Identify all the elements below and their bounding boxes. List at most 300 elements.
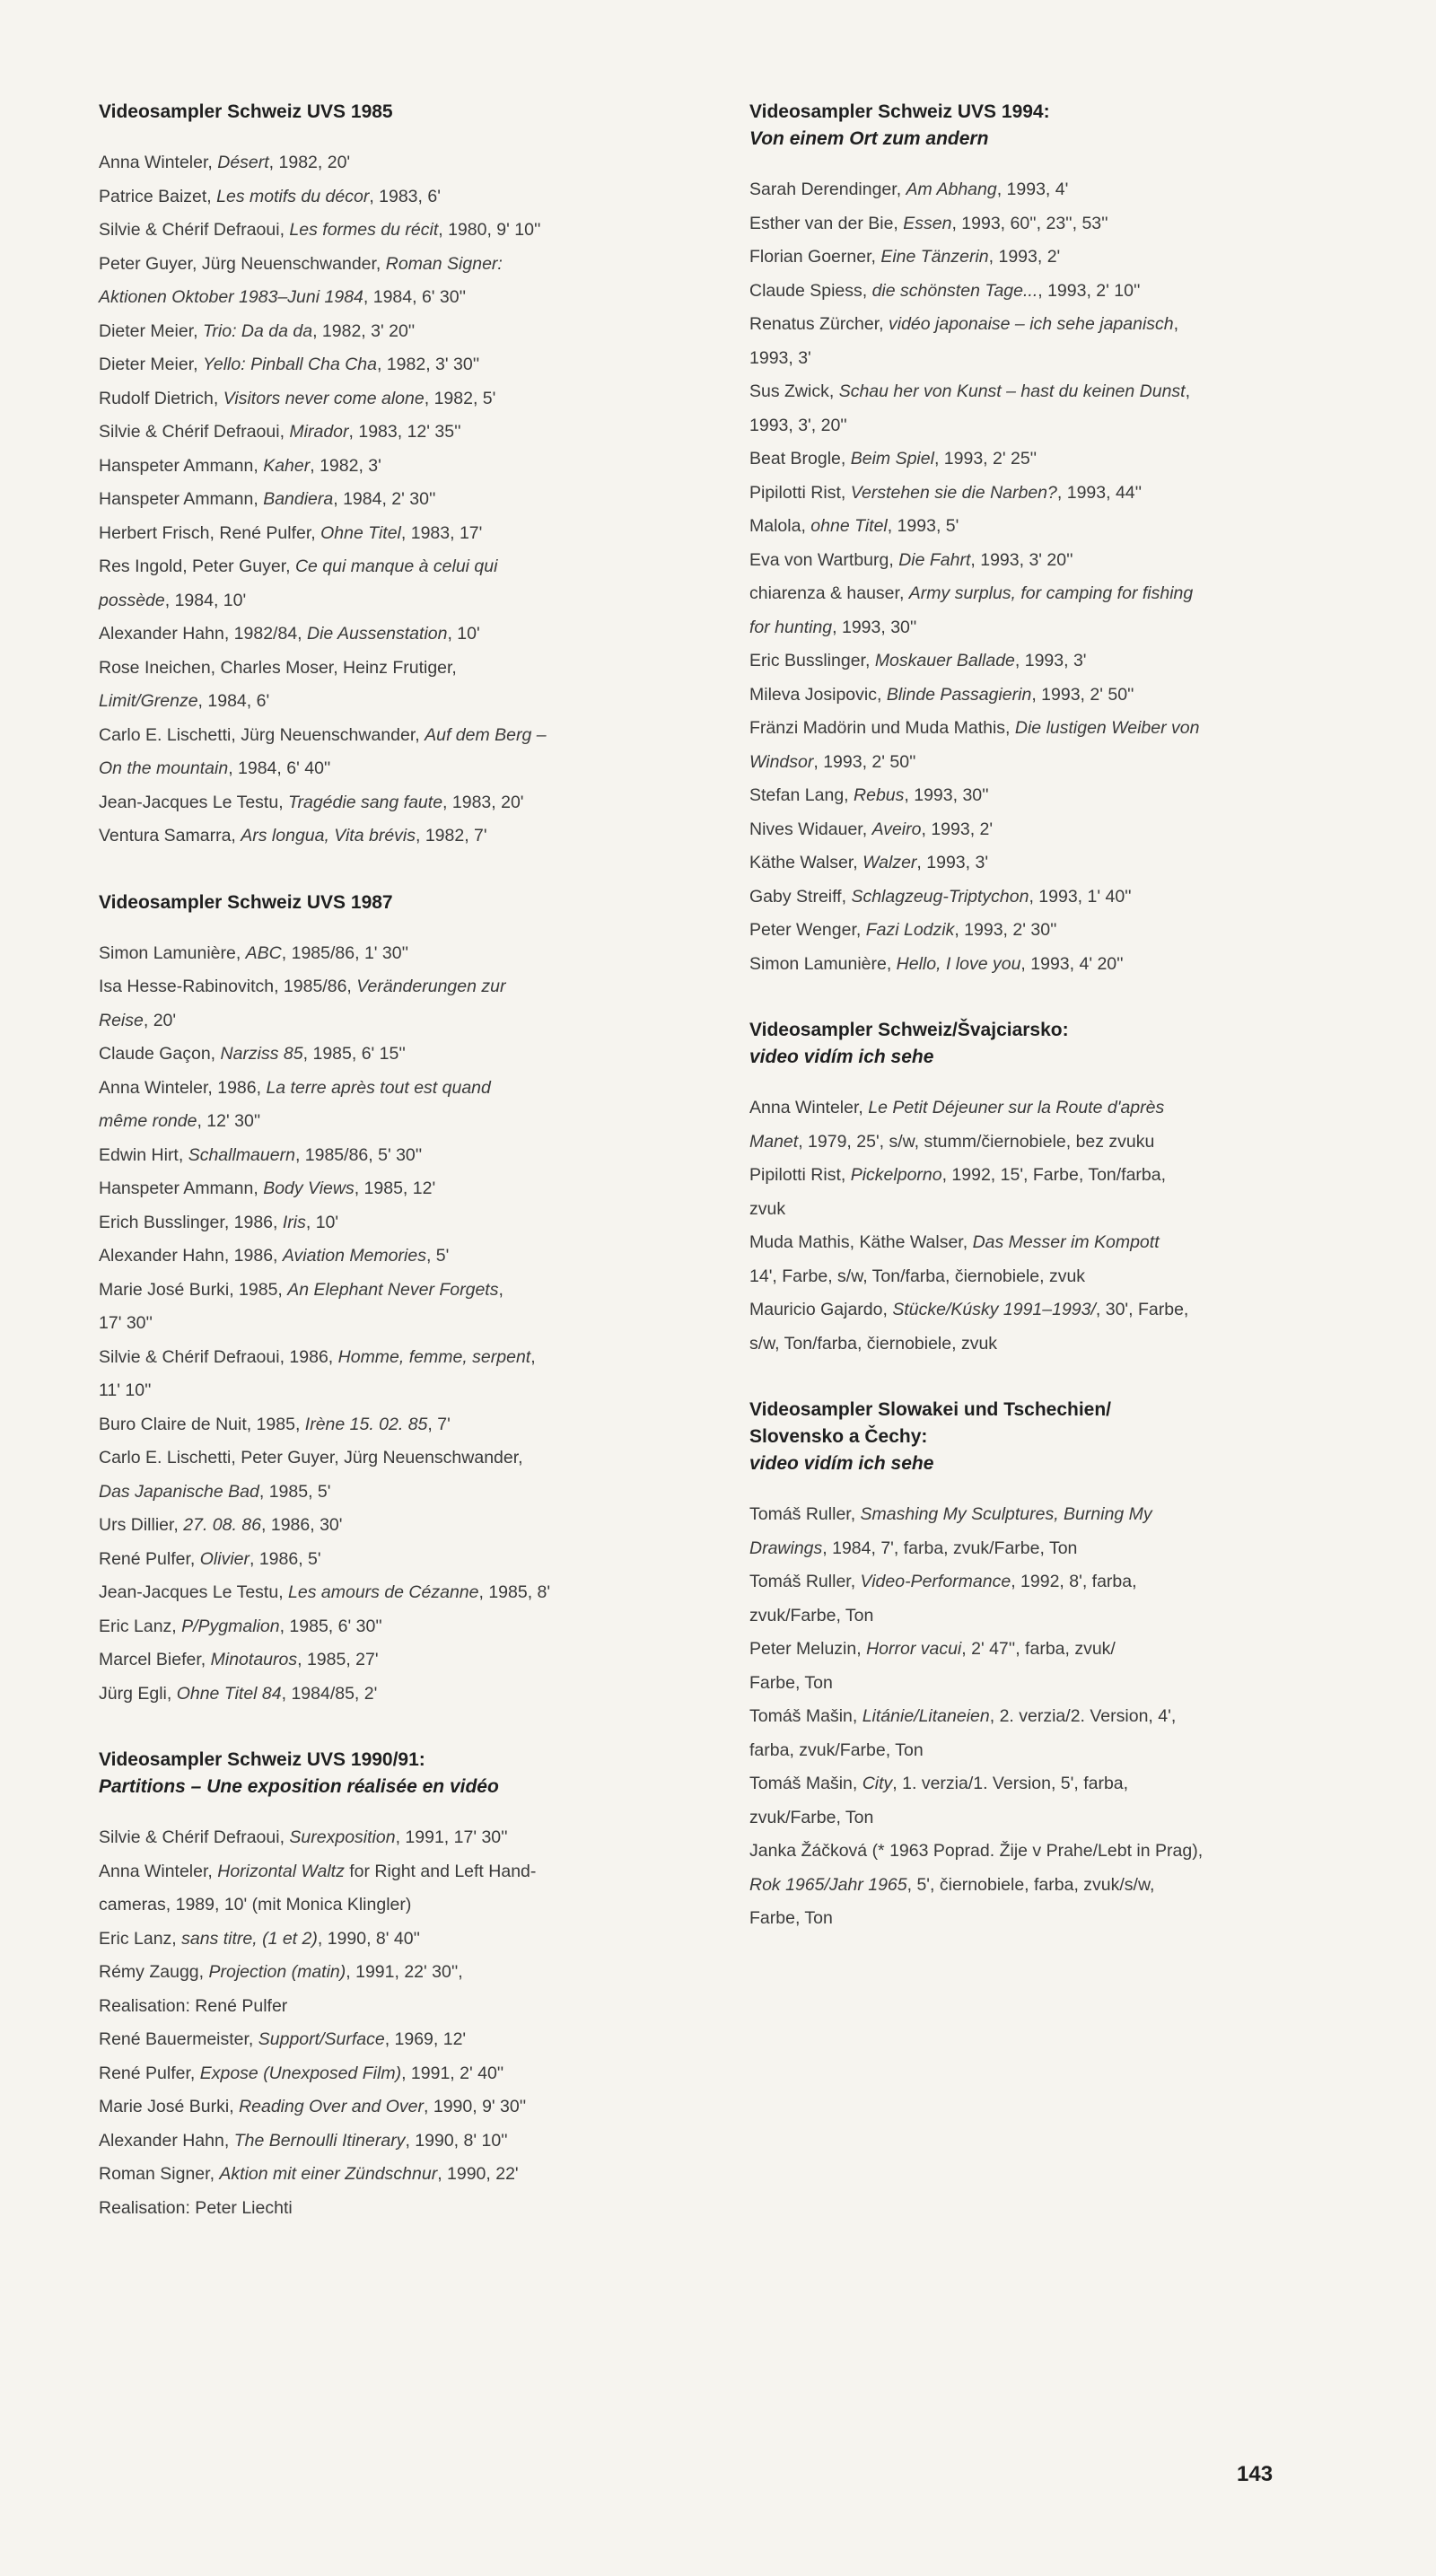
entry-line bbox=[99, 146, 709, 180]
entry-line bbox=[749, 577, 1369, 611]
entry-text: , 1993, 30'' bbox=[904, 785, 989, 805]
section-header bbox=[99, 889, 709, 916]
entry-text: , 1. verzia/1. Version, 5', farba, bbox=[892, 1774, 1129, 1793]
work-title: La terre après tout est quand bbox=[266, 1077, 491, 1098]
work-title: Les amours de Cézanne bbox=[288, 1582, 479, 1602]
entry-line bbox=[749, 1260, 1369, 1294]
work-title: Die lustigen Weiber von bbox=[1014, 718, 1200, 738]
section-header bbox=[99, 99, 709, 126]
entry-text: Muda Mathis, Käthe Walser, bbox=[749, 1232, 973, 1252]
entry-line bbox=[99, 2125, 709, 2159]
entry-line bbox=[749, 1801, 1369, 1836]
entry-text: Alexander Hahn, 1982/84, bbox=[99, 624, 308, 644]
entry-text: 14', Farbe, s/w, Ton/farba, čiernobiele, zvuk bbox=[749, 1266, 1086, 1286]
section-header bbox=[749, 99, 1369, 153]
entry-text: , 1983, 6' bbox=[369, 186, 441, 206]
entry-text: Anna Winteler, bbox=[99, 1861, 218, 1881]
entry-text: Eric Busslinger, bbox=[749, 651, 875, 670]
entry-text: , 1990, 8' 10'' bbox=[405, 2130, 508, 2151]
entry-text: , 1985/86, 1' 30'' bbox=[281, 942, 409, 963]
entry-text: Dieter Meier, bbox=[99, 355, 203, 374]
entry-line bbox=[99, 1307, 709, 1341]
work-title: Bandiera bbox=[263, 489, 334, 509]
right-column bbox=[749, 99, 1369, 1972]
work-title: Schau her von Kunst – hast du keinen Dunst bbox=[838, 381, 1186, 401]
work-title: Stücke/Kúsky 1991–1993/ bbox=[892, 1300, 1096, 1319]
entry-line bbox=[99, 1341, 709, 1375]
entry-line bbox=[99, 1855, 709, 1889]
entry-line bbox=[99, 180, 709, 215]
entry-text: Buro Claire de Nuit, 1985, bbox=[99, 1414, 305, 1434]
entry-text: , 1985, 12' bbox=[354, 1178, 436, 1198]
entry-line bbox=[99, 1610, 709, 1644]
entry-text: , 30', Farbe, bbox=[1095, 1300, 1189, 1319]
entry-text: Tomáš Ruller, bbox=[749, 1572, 861, 1591]
entry-text: Eric Lanz, bbox=[99, 1928, 182, 1949]
work-title: Das Japanische Bad bbox=[99, 1481, 259, 1502]
entry-text: Pipilotti Rist, bbox=[749, 482, 851, 503]
work-title: Iris bbox=[282, 1212, 306, 1232]
work-title: Walzer bbox=[862, 853, 917, 872]
entry-line bbox=[99, 2090, 709, 2125]
section-subtitle: Von einem Ort zum andern bbox=[749, 128, 989, 149]
work-title: An Elephant Never Forgets bbox=[287, 1279, 499, 1300]
entry-line bbox=[749, 1767, 1369, 1801]
work-title: Am Abhang bbox=[906, 180, 997, 199]
entry-line bbox=[99, 1888, 709, 1923]
section-header bbox=[749, 1397, 1369, 1477]
entry-line bbox=[99, 315, 709, 349]
entry-line bbox=[749, 1902, 1369, 1936]
work-title: City bbox=[862, 1774, 893, 1793]
entry-line bbox=[99, 937, 709, 971]
section-heading: Videosampler Schweiz UVS 1987 bbox=[99, 891, 393, 913]
entry-line bbox=[749, 442, 1369, 477]
entry-text: , 1993, 30'' bbox=[832, 617, 917, 637]
work-title: ABC bbox=[245, 942, 282, 963]
entry-line bbox=[749, 1126, 1369, 1160]
work-title: The Bernoulli Itinerary bbox=[233, 2130, 406, 2151]
work-title: Army surplus, for camping for fishing bbox=[908, 583, 1194, 603]
entry-text: Farbe, Ton bbox=[749, 1908, 833, 1928]
entry-line bbox=[99, 248, 709, 282]
entry-line bbox=[99, 1206, 709, 1240]
program-section bbox=[749, 99, 1369, 981]
entry-text: , 1993, 2' 30'' bbox=[954, 920, 1057, 940]
entry-text: zvuk/Farbe, Ton bbox=[749, 1605, 874, 1625]
work-title: Le Petit Déjeuner sur la Route d'après bbox=[868, 1098, 1165, 1117]
entry-text: , 1993, 2' 50'' bbox=[1031, 684, 1134, 705]
section-subtitle: video vidím ich sehe bbox=[749, 1453, 934, 1474]
entry-text: Marie José Burki, 1985, bbox=[99, 1279, 288, 1300]
entry-text: Stefan Lang, bbox=[749, 785, 854, 805]
work-title: 27. 08. 86 bbox=[183, 1515, 262, 1535]
entry-text: Beat Brogle, bbox=[749, 449, 851, 469]
entry-text: Rémy Zaugg, bbox=[99, 1962, 209, 1982]
work-title: Verstehen sie die Narben? bbox=[850, 482, 1057, 503]
program-section bbox=[749, 1017, 1369, 1361]
entry-line bbox=[749, 779, 1369, 813]
entry-line bbox=[749, 712, 1369, 746]
work-title: Drawings bbox=[749, 1538, 823, 1558]
entry-text: Realisation: Peter Liechti bbox=[99, 2197, 293, 2218]
work-title: Limit/Grenze bbox=[99, 691, 198, 711]
entry-line bbox=[99, 1576, 709, 1610]
entry-text: s/w, Ton/farba, čiernobiele, zvuk bbox=[749, 1333, 998, 1354]
entry-line bbox=[749, 846, 1369, 881]
work-title: Schlagzeug-Triptychon bbox=[851, 886, 1029, 907]
entry-line bbox=[749, 1835, 1369, 1869]
entry-text: , 1984, 6' bbox=[197, 691, 270, 711]
entry-text: , 2' 47'', farba, zvuk/ bbox=[961, 1639, 1116, 1659]
work-title: Essen bbox=[903, 213, 952, 233]
entry-line bbox=[99, 1923, 709, 1957]
entry-text: Florian Goerner, bbox=[749, 247, 881, 267]
entry-text: Claude Spiess, bbox=[749, 280, 872, 301]
program-section bbox=[749, 1397, 1369, 1936]
entry-line bbox=[749, 1599, 1369, 1634]
entry-text: Alexander Hahn, 1986, bbox=[99, 1246, 283, 1266]
entry-text: Eva von Wartburg, bbox=[749, 549, 899, 570]
entry-text: Tomáš Mašin, bbox=[749, 1706, 862, 1726]
work-title: Video-Performance bbox=[860, 1572, 1011, 1591]
entry-line bbox=[749, 207, 1369, 241]
entry-text: Hanspeter Ammann, bbox=[99, 1178, 264, 1198]
entry-text: , 1980, 9' 10'' bbox=[438, 220, 541, 240]
entry-text: , 1984, 6' 40'' bbox=[228, 758, 331, 778]
entry-text: Rudolf Dietrich, bbox=[99, 388, 223, 408]
entry-text: Malola, bbox=[749, 516, 811, 536]
entry-text: Urs Dillier, bbox=[99, 1515, 184, 1535]
entry-text: Marie José Burki, bbox=[99, 2097, 240, 2116]
entry-text: Eric Lanz, bbox=[99, 1616, 182, 1636]
entry-text: , 1986, 5' bbox=[250, 1548, 321, 1569]
entry-line bbox=[749, 1734, 1369, 1768]
entry-text: Peter Meluzin, bbox=[749, 1639, 867, 1659]
entry-text: , 1993, 44'' bbox=[1056, 482, 1143, 503]
work-title: Kaher bbox=[263, 455, 311, 476]
entry-text: Ventura Samarra, bbox=[99, 826, 241, 846]
section-heading: Videosampler Schweiz UVS 1985 bbox=[99, 101, 393, 122]
entry-line bbox=[99, 2023, 709, 2057]
entry-text: , 1985, 5' bbox=[258, 1481, 331, 1502]
entry-text: , 1993, 2' bbox=[988, 247, 1061, 267]
entry-text: 11' 10'' bbox=[99, 1380, 152, 1400]
entry-line bbox=[99, 752, 709, 786]
entry-line bbox=[99, 2192, 709, 2226]
entry-text: Anna Winteler, 1986, bbox=[99, 1077, 267, 1098]
entry-line bbox=[99, 1956, 709, 1990]
entry-line bbox=[99, 2158, 709, 2192]
entry-line bbox=[749, 173, 1369, 207]
work-title: Aktion mit einer Zündschnur bbox=[219, 2164, 438, 2184]
work-title: Reading Over and Over bbox=[239, 2097, 425, 2116]
entry-text: Nives Widauer, bbox=[749, 819, 872, 839]
entry-text: Edwin Hirt, bbox=[99, 1144, 188, 1165]
entry-text: , 20' bbox=[143, 1010, 177, 1030]
entry-text: René Pulfer, bbox=[99, 1548, 200, 1569]
entry-text: , 1984, 2' 30'' bbox=[333, 489, 436, 509]
entry-text: , 1992, 8', farba, bbox=[1011, 1572, 1137, 1591]
entry-line bbox=[749, 1193, 1369, 1227]
section-heading: Videosampler Slowakei und Tschechien/ bbox=[749, 1399, 1112, 1420]
entry-line bbox=[99, 618, 709, 652]
entry-line bbox=[99, 1172, 709, 1206]
work-title: Aktionen Oktober 1983–Juni 1984 bbox=[99, 287, 363, 307]
entry-text: Esther van der Bie, bbox=[749, 213, 904, 233]
entry-text: Fränzi Madörin und Muda Mathis, bbox=[749, 718, 1015, 738]
entry-text: Silvie & Chérif Defraoui, bbox=[99, 1827, 290, 1847]
entry-line bbox=[99, 819, 709, 854]
entry-text: , 10' bbox=[447, 624, 480, 644]
entry-text: Carlo E. Lischetti, Jürg Neuenschwander, bbox=[99, 724, 425, 745]
work-title: Die Fahrt bbox=[898, 549, 971, 570]
work-title: Das Messer im Kompott bbox=[972, 1232, 1160, 1252]
entry-text: , 1993, 1' 40'' bbox=[1029, 886, 1132, 907]
work-title: Mirador bbox=[289, 422, 349, 442]
work-title: Support/Surface bbox=[258, 2029, 385, 2049]
work-title: Ars longua, Vita brévis bbox=[241, 826, 416, 846]
entry-line bbox=[749, 948, 1369, 982]
entry-line bbox=[749, 1498, 1369, 1532]
entry-text: Silvie & Chérif Defraoui, bbox=[99, 422, 290, 442]
entry-line bbox=[99, 652, 709, 686]
entry-text: Anna Winteler, bbox=[99, 153, 218, 172]
entry-line bbox=[99, 1004, 709, 1038]
work-title: Eine Tänzerin bbox=[880, 247, 989, 267]
entry-line bbox=[749, 241, 1369, 275]
entry-text: , 1982, 3' 20'' bbox=[312, 320, 416, 341]
entry-text: 1993, 3', 20'' bbox=[749, 415, 847, 435]
program-section bbox=[99, 889, 709, 1712]
entry-line bbox=[749, 914, 1369, 948]
entry-text: Dieter Meier, bbox=[99, 320, 203, 341]
section-heading: Videosampler Schweiz UVS 1994: bbox=[749, 101, 1050, 122]
entry-text: , 1982, 3' 30'' bbox=[377, 355, 480, 374]
work-title: Narziss 85 bbox=[220, 1044, 303, 1064]
entry-text: Anna Winteler, bbox=[749, 1098, 869, 1117]
entry-text: Rose Ineichen, Charles Moser, Heinz Frutiger, bbox=[99, 657, 457, 678]
entry-text: Isa Hesse-Rabinovitch, 1985/86, bbox=[99, 977, 357, 996]
entry-text: Silvie & Chérif Defraoui, 1986, bbox=[99, 1346, 338, 1367]
entry-text: Realisation: René Pulfer bbox=[99, 1995, 288, 2016]
entry-text: , 10' bbox=[305, 1212, 339, 1232]
work-title: Projection (matin) bbox=[208, 1962, 346, 1982]
entry-text: Käthe Walser, bbox=[749, 853, 863, 872]
entry-text: Hanspeter Ammann, bbox=[99, 455, 264, 476]
entry-text: Silvie & Chérif Defraoui, bbox=[99, 220, 290, 240]
entry-text: , 1984, 7', farba, zvuk/Farbe, Ton bbox=[822, 1538, 1078, 1558]
entry-text: , 1993, 4' bbox=[996, 180, 1069, 199]
entry-line bbox=[99, 1643, 709, 1678]
entry-text: , 1993, 4' 20'' bbox=[1020, 953, 1124, 974]
entry-text: , 1984/85, 2' bbox=[281, 1683, 378, 1704]
entry-line bbox=[749, 1667, 1369, 1701]
entry-text: Sarah Derendinger, bbox=[749, 180, 906, 199]
work-title: Ce qui manque à celui qui bbox=[294, 556, 498, 576]
entry-text: Mauricio Gajardo, bbox=[749, 1300, 893, 1319]
entry-line bbox=[749, 1293, 1369, 1327]
entry-line bbox=[99, 1821, 709, 1855]
work-title: Ohne Titel 84 bbox=[176, 1683, 282, 1704]
entry-text: , 1982, 3' bbox=[310, 455, 381, 476]
entry-line bbox=[749, 881, 1369, 915]
work-title: Homme, femme, serpent bbox=[337, 1346, 531, 1367]
entry-line bbox=[99, 281, 709, 315]
entry-text: , bbox=[530, 1346, 536, 1367]
work-title: Rok 1965/Jahr 1965 bbox=[749, 1874, 907, 1895]
entry-text: farba, zvuk/Farbe, Ton bbox=[749, 1739, 924, 1760]
entry-line bbox=[99, 348, 709, 382]
work-title: Reise bbox=[99, 1010, 144, 1030]
entry-text: Alexander Hahn, bbox=[99, 2130, 234, 2151]
section-subtitle: video vidím ich sehe bbox=[749, 1047, 934, 1067]
entry-text: , 5' bbox=[425, 1246, 450, 1266]
entry-line bbox=[99, 685, 709, 719]
work-title: Minotauros bbox=[210, 1650, 298, 1669]
entry-text: Peter Guyer, Jürg Neuenschwander, bbox=[99, 253, 386, 274]
entry-line bbox=[99, 517, 709, 551]
work-title: Blinde Passagierin bbox=[886, 684, 1032, 705]
entry-line bbox=[99, 1509, 709, 1543]
entry-line bbox=[749, 342, 1369, 376]
work-title: Fazi Lodzik bbox=[865, 920, 955, 940]
entry-text: , bbox=[1185, 381, 1191, 401]
work-title: Veränderungen zur bbox=[356, 977, 506, 996]
entry-text: Erich Busslinger, 1986, bbox=[99, 1212, 283, 1232]
work-title: Horizontal Waltz bbox=[217, 1861, 345, 1881]
entry-line bbox=[99, 382, 709, 416]
work-title: Expose (Unexposed Film) bbox=[199, 2063, 402, 2083]
entry-text: 1993, 3' bbox=[749, 347, 811, 368]
work-title: Auf dem Berg – bbox=[425, 724, 547, 745]
work-title: Les motifs du décor bbox=[216, 186, 370, 206]
entry-line bbox=[749, 544, 1369, 578]
work-title: ohne Titel bbox=[810, 516, 888, 536]
work-title: Trio: Da da da bbox=[202, 320, 313, 341]
entry-text: , 2. verzia/2. Version, 4', bbox=[989, 1706, 1177, 1726]
entry-line bbox=[749, 1091, 1369, 1126]
entry-line bbox=[749, 1159, 1369, 1193]
entry-line bbox=[99, 1072, 709, 1106]
section-heading: Videosampler Schweiz UVS 1990/91: bbox=[99, 1749, 425, 1770]
work-title: même ronde bbox=[99, 1111, 197, 1131]
entry-line bbox=[749, 477, 1369, 511]
work-title: Beim Spiel bbox=[850, 449, 934, 469]
entry-text: Jean-Jacques Le Testu, bbox=[99, 1582, 289, 1602]
entry-line bbox=[99, 416, 709, 450]
left-column bbox=[99, 99, 709, 2261]
entry-text: , 1985, 6' 15'' bbox=[302, 1044, 406, 1064]
entry-text: , 1993, 5' bbox=[887, 516, 959, 536]
work-title: P/Pygmalion bbox=[181, 1616, 280, 1636]
entry-text: , 1993, 2' 25'' bbox=[933, 449, 1038, 469]
entry-line bbox=[99, 1105, 709, 1139]
entry-text: , 1985, 27' bbox=[297, 1650, 379, 1669]
entry-text: Marcel Biefer, bbox=[99, 1650, 211, 1669]
entry-line bbox=[99, 1038, 709, 1072]
work-title: Pickelporno bbox=[850, 1165, 942, 1185]
work-title: Body Views bbox=[263, 1178, 355, 1198]
entry-text: , 1993, 3' 20'' bbox=[970, 549, 1073, 570]
entry-text: , 1993, 3' bbox=[1014, 651, 1087, 670]
entry-line bbox=[749, 1633, 1369, 1667]
work-title: Manet bbox=[749, 1131, 799, 1152]
work-title: Olivier bbox=[199, 1548, 250, 1569]
program-section bbox=[99, 1747, 709, 2225]
entry-text: Janka Žáčková (* 1963 Poprad. Žije v Prahe/Lebt in Prag), bbox=[749, 1841, 1204, 1861]
entry-text: , 1982, 20' bbox=[268, 153, 351, 172]
program-section bbox=[99, 99, 709, 854]
entry-text: cameras, 1989, 10' (mit Monica Klingler) bbox=[99, 1895, 412, 1914]
work-title: Rebus bbox=[854, 785, 905, 805]
entry-text: Patrice Baizet, bbox=[99, 186, 217, 206]
entry-line bbox=[99, 584, 709, 618]
work-title: Roman Signer: bbox=[385, 253, 503, 274]
entry-line bbox=[99, 2057, 709, 2091]
entry-text: Tomáš Mašin, bbox=[749, 1774, 862, 1793]
entry-line bbox=[99, 1678, 709, 1712]
entry-text: Sus Zwick, bbox=[749, 381, 839, 401]
entry-text: , bbox=[498, 1279, 503, 1300]
entry-line bbox=[99, 550, 709, 584]
entry-text: Pipilotti Rist, bbox=[749, 1165, 851, 1185]
entry-text: , 1983, 17' bbox=[400, 522, 483, 543]
entry-line bbox=[749, 611, 1369, 645]
work-title: Moskauer Ballade bbox=[874, 651, 1015, 670]
entry-text: , 1983, 20' bbox=[442, 792, 524, 812]
section-heading-continued: Slovensko a Čechy: bbox=[749, 1426, 928, 1447]
entry-text: Jürg Egli, bbox=[99, 1683, 177, 1704]
entry-line bbox=[749, 375, 1369, 409]
entry-line bbox=[749, 409, 1369, 443]
work-title: die schönsten Tage... bbox=[871, 280, 1038, 301]
work-title: Yello: Pinball Cha Cha bbox=[202, 355, 377, 374]
entry-text: , 1984, 10' bbox=[164, 590, 247, 610]
entry-text: Carlo E. Lischetti, Peter Guyer, Jürg Neuenschwander, bbox=[99, 1448, 523, 1468]
entry-line bbox=[749, 1565, 1369, 1599]
section-header bbox=[749, 1017, 1369, 1071]
entry-line bbox=[99, 483, 709, 517]
entry-line bbox=[99, 1408, 709, 1442]
entry-line bbox=[99, 1476, 709, 1510]
entry-text: , 1991, 22' 30'', bbox=[346, 1962, 463, 1982]
work-title: sans titre, (1 et 2) bbox=[181, 1928, 318, 1949]
entry-line bbox=[749, 308, 1369, 342]
work-title: Tragédie sang faute bbox=[288, 792, 443, 812]
work-title: Hello, I love you bbox=[896, 953, 1021, 974]
entry-line bbox=[99, 719, 709, 753]
entry-text: for Right and Left Hand- bbox=[344, 1861, 537, 1881]
entry-line bbox=[749, 679, 1369, 713]
entry-text: Gaby Streiff, bbox=[749, 886, 852, 907]
work-title: vidéo japonaise – ich sehe japanisch bbox=[889, 314, 1174, 334]
page-number: 143 bbox=[1237, 2462, 1274, 2486]
entry-line bbox=[99, 1374, 709, 1408]
entry-text: chiarenza & hauser, bbox=[749, 583, 909, 603]
entry-text: zvuk bbox=[749, 1198, 786, 1219]
entry-line bbox=[99, 786, 709, 820]
entry-line bbox=[99, 1543, 709, 1577]
entry-line bbox=[99, 1990, 709, 2024]
entry-text: , 1991, 2' 40'' bbox=[401, 2063, 504, 2083]
entry-text: , 1982, 5' bbox=[424, 388, 496, 408]
entry-text: , 1986, 30' bbox=[261, 1515, 343, 1535]
entry-text: Renatus Zürcher, bbox=[749, 314, 889, 334]
entry-line bbox=[99, 1441, 709, 1476]
entry-line bbox=[99, 970, 709, 1004]
work-title: Smashing My Sculptures, Burning My bbox=[860, 1504, 1152, 1524]
